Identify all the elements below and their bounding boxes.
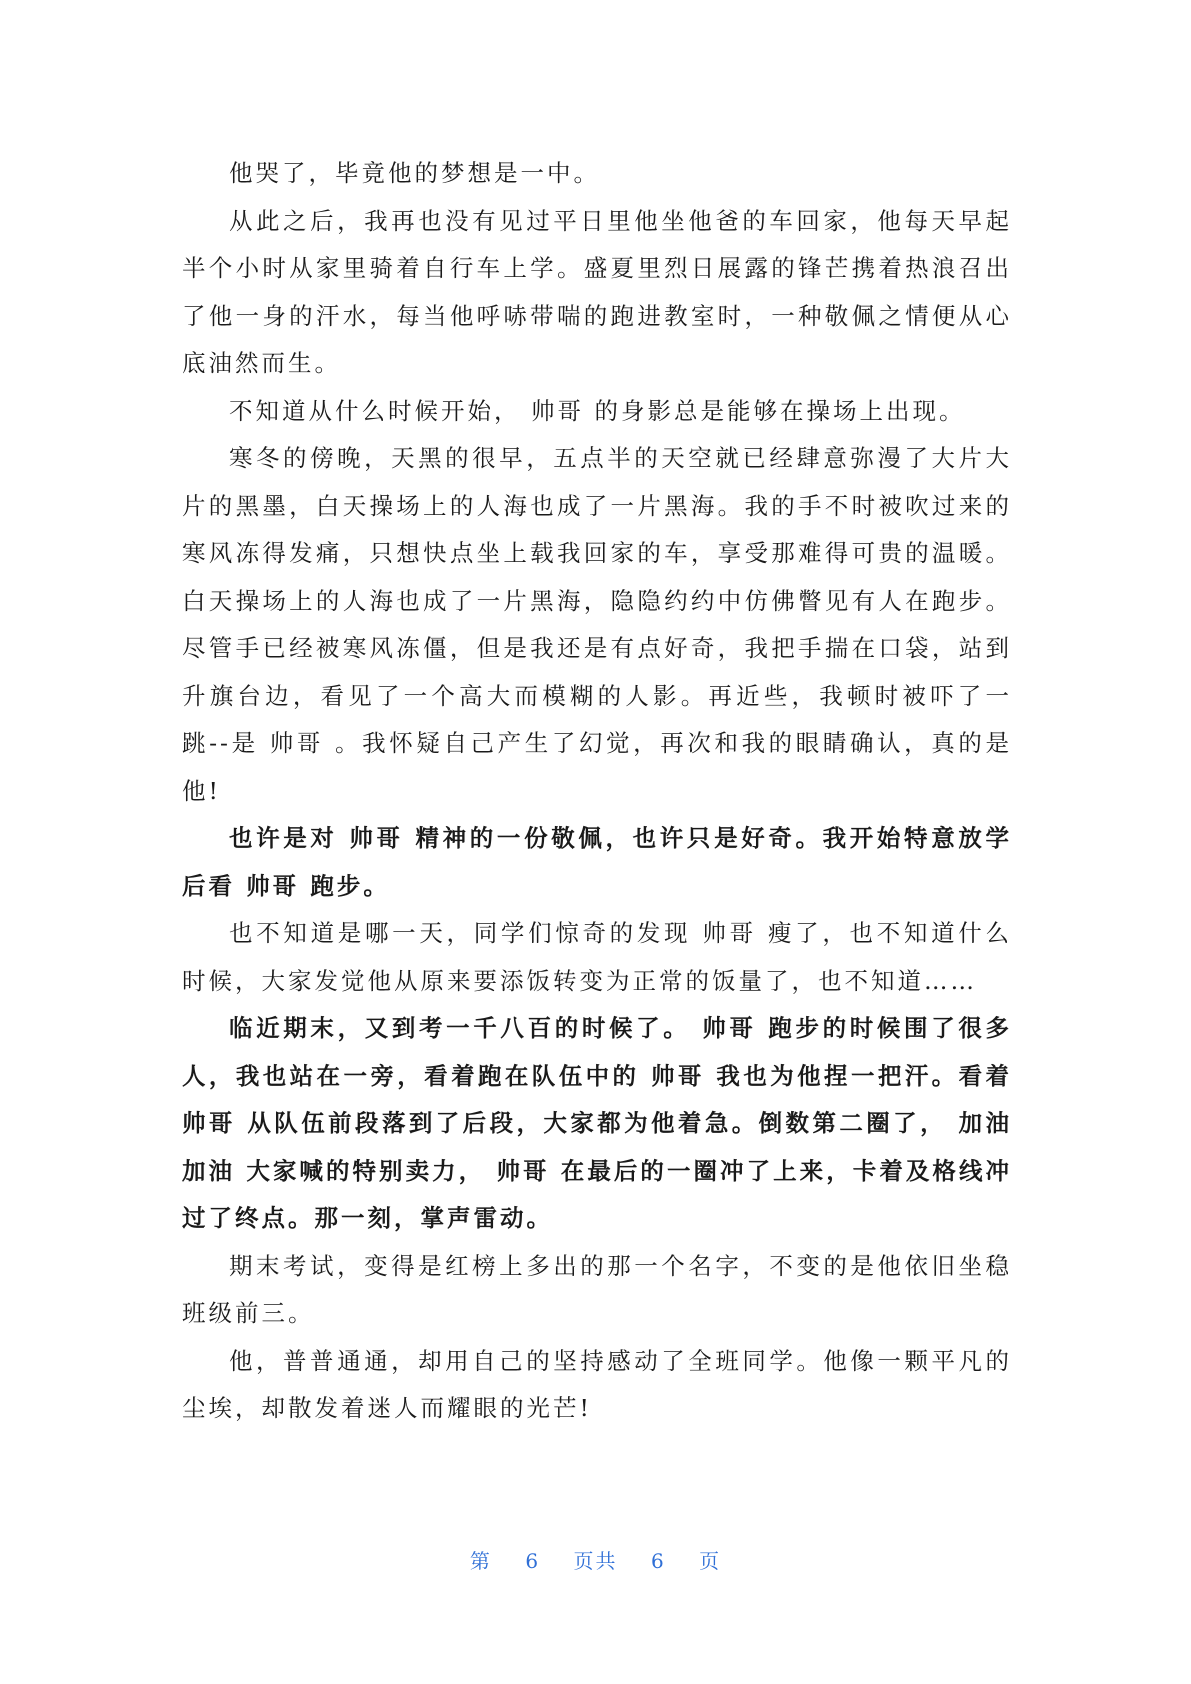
paragraph-2: 从此之后，我再也没有见过平日里他坐他爸的车回家，他每天早起半个小时从家里骑着自行车上学。盛夏里烈日展露的锋芒携着热浪召出了他一身的汗水，每当他呼哧带喘的跑进教室时，一种敬佩之情便从心底油然而生。 — [182, 206, 1012, 377]
paragraph-8: 期末考试，变得是红榜上多出的那一个名字，不变的是他依旧坐稳班级前三。 — [182, 1251, 1012, 1327]
paragraph-9: 他，普普通通，却用自己的坚持感动了全班同学。他像一颗平凡的尘埃，却散发着迷人而耀眼的光芒! — [182, 1346, 1012, 1422]
paragraph-6: 也不知道是哪一天，同学们惊奇的发现 帅哥 瘦了，也不知道什么时候，大家发觉他从原来要添饭转变为正常的饭量了，也不知道…… — [182, 919, 1012, 995]
page-suffix: 页 — [699, 1549, 722, 1573]
paragraph-7: 临近期末，又到考一千八百的时候了。 帅哥 跑步的时候围了很多人，我也站在一旁，看着跑在队伍中的 帅哥 我也为他捏一把汗。看着 帅哥 从队伍前段落到了后段，大家都为他着急。倒数第二圈了， 加油加油 大家喊的特别卖力， 帅哥 在最后的一圈冲了上来，卡着及格线冲过了终点。那一刻，掌声雷动。 — [182, 1014, 1012, 1232]
paragraph-5: 也许是对 帅哥 精神的一份敬佩，也许只是好奇。我开始特意放学后看 帅哥 跑步。 — [182, 824, 1012, 900]
document-body — [182, 150, 1012, 1433]
page-number-footer — [0, 1545, 1191, 1574]
paragraph-3: 不知道从什么时候开始， 帅哥 的身影总是能够在操场上出现。 — [229, 396, 966, 425]
page-current: 6 — [525, 1549, 541, 1573]
paragraph-4: 寒冬的傍晚，天黑的很早，五点半的天空就已经肆意弥漫了大片大片的黑墨，白天操场上的人海也成了一片黑海。我的手不时被吹过来的寒风冻得发痛，只想快点坐上载我回家的车，享受那难得可贵的温暖。白天操场上的人海也成了一片黑海，隐隐约约中仿佛瞥见有人在跑步。尽管手已经被寒风冻僵，但是我还是有点好奇，我把手揣在口袋，站到升旗台边，看见了一个高大而模糊的人影。再近些，我顿时被吓了一跳--是 帅哥 。我怀疑自己产生了幻觉，再次和我的眼睛确认，真的是他! — [182, 444, 1012, 805]
page-middle: 页共 — [573, 1549, 618, 1573]
paragraph-1: 他哭了，毕竟他的梦想是一中。 — [229, 159, 600, 187]
page-total: 6 — [650, 1549, 666, 1573]
page-prefix: 第 — [469, 1549, 492, 1573]
